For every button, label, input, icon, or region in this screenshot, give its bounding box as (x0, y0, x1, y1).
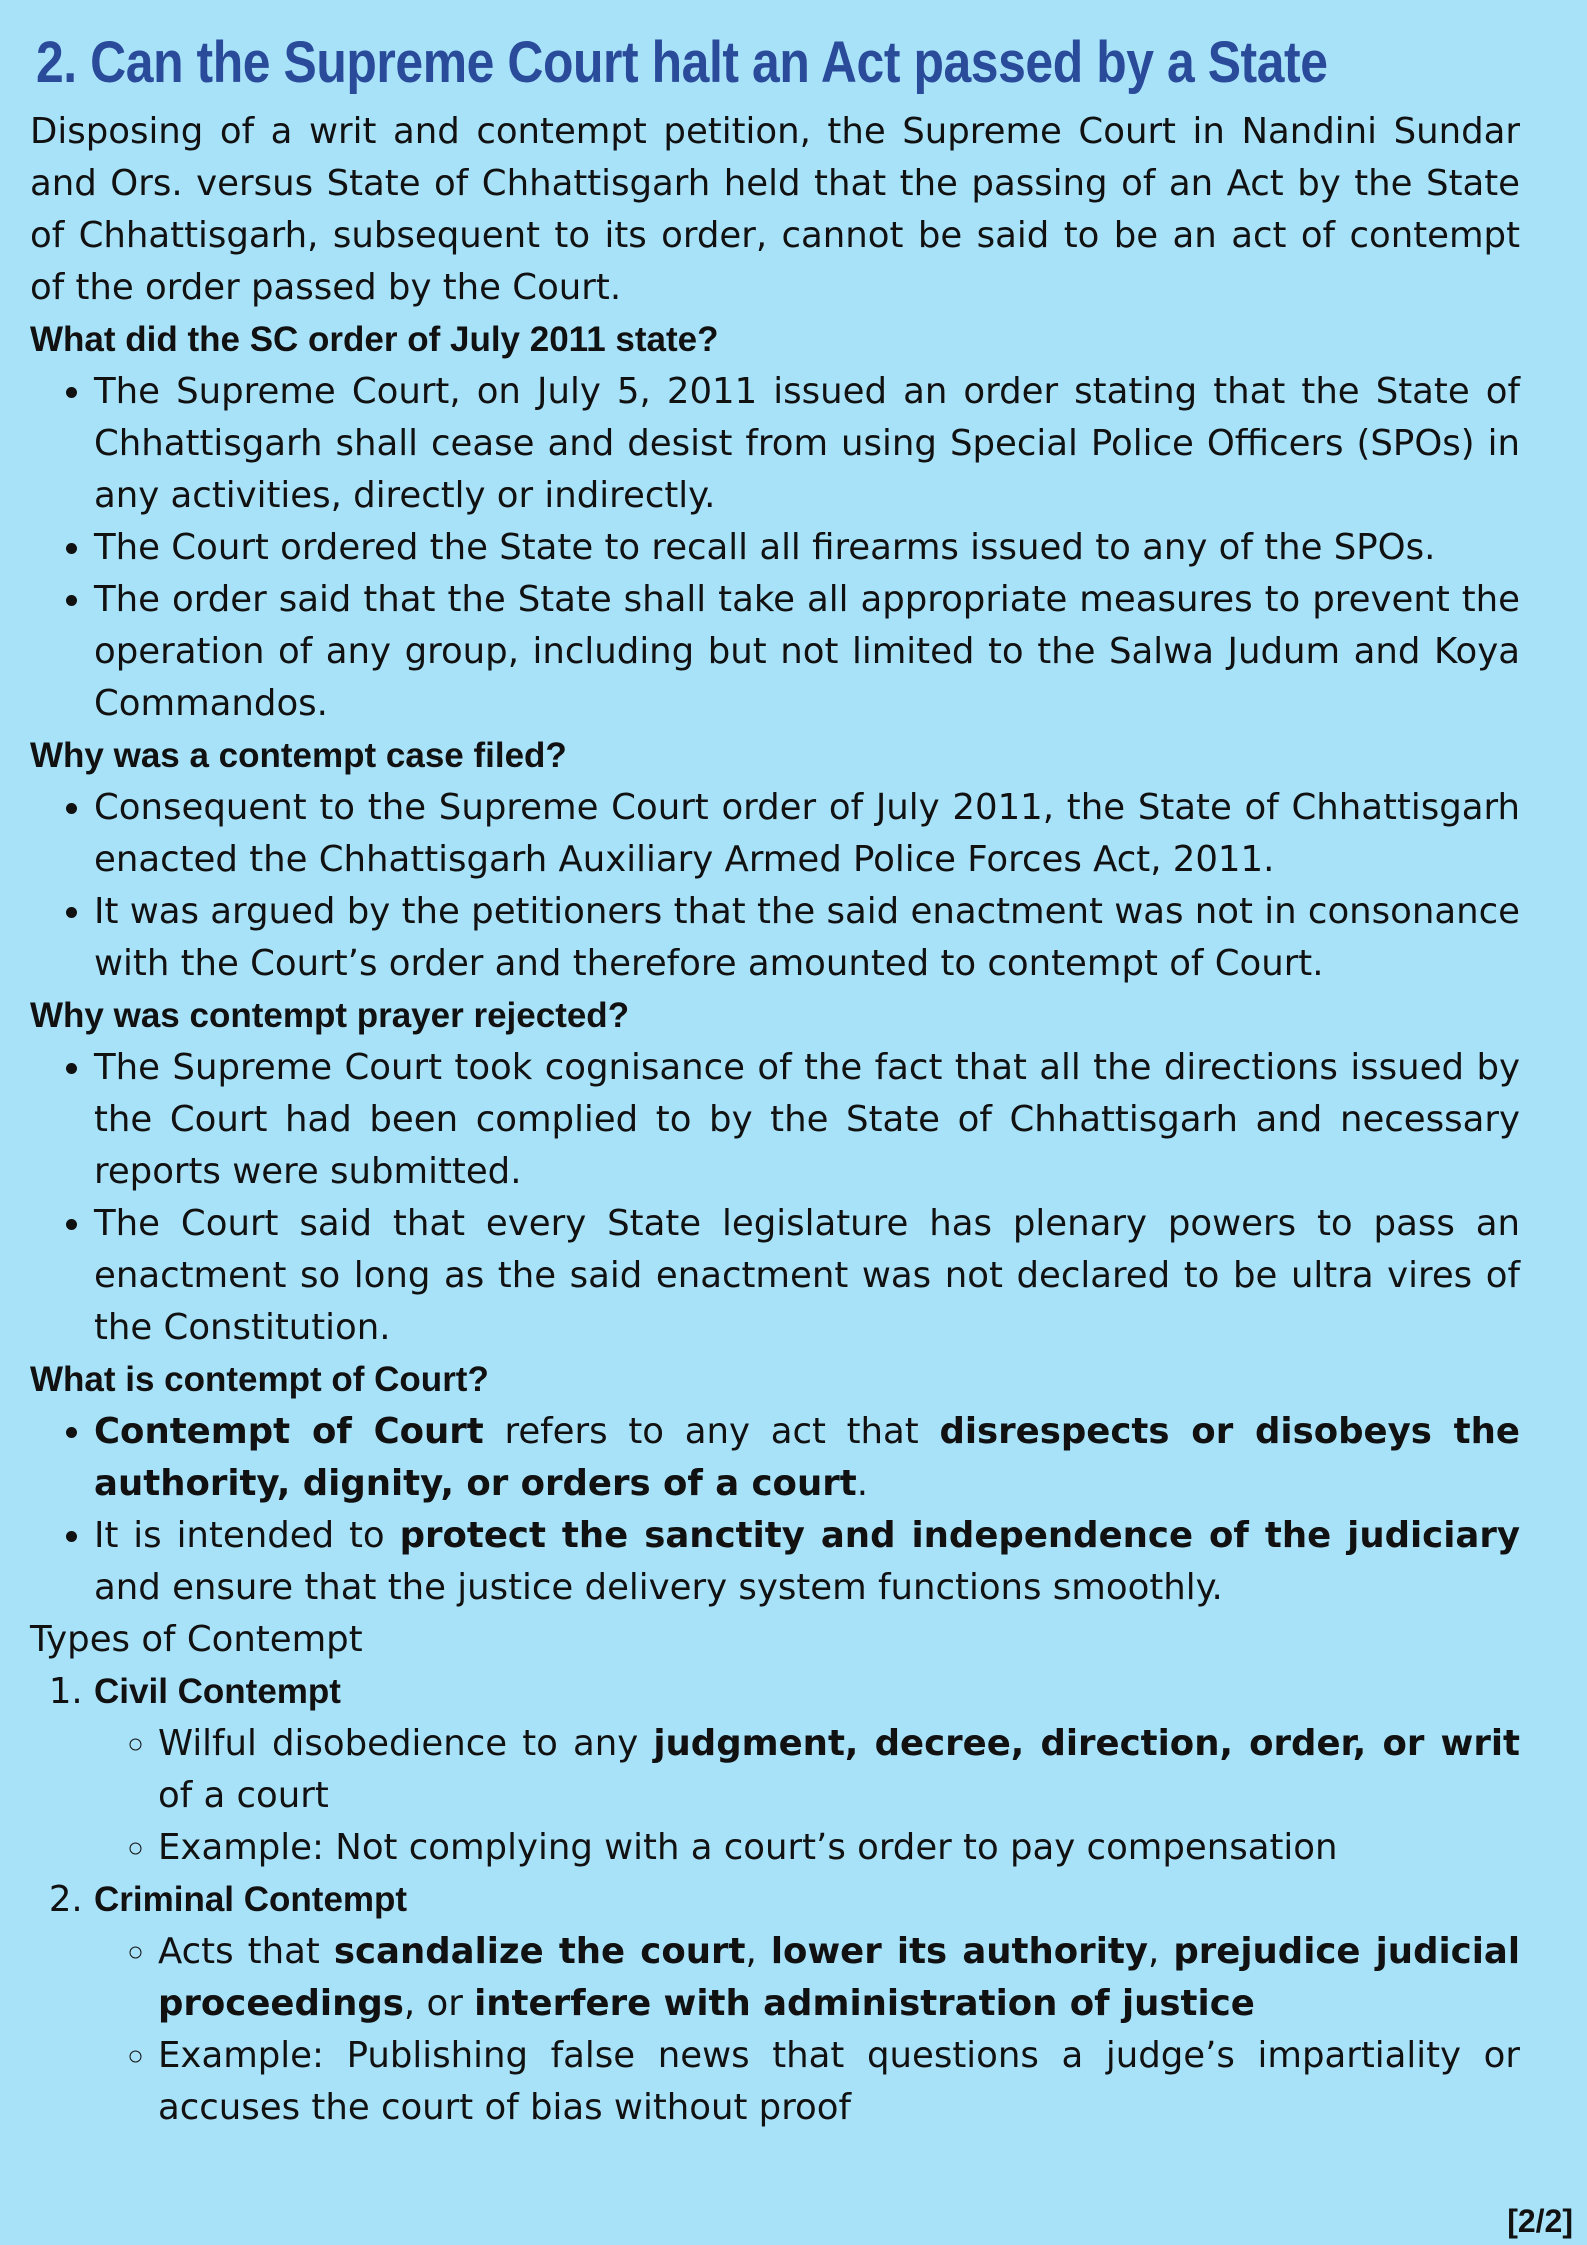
list-item: • Consequent to the Supreme Court order of July 2011, the State of Chhattisgarh enacted the Chhattisgarh Auxiliary Armed Police Forces Act, 2011. (94, 782, 1520, 886)
bold-text: lower its authority (770, 1931, 1148, 1972)
list-item: • It was argued by the petitioners that the said enactment was not in consonance with the Court’s order and therefore amounted to contempt of Court. (94, 886, 1520, 990)
section-contempt-rejected (30, 990, 1520, 1354)
list-item: ◦ Example: Not complying with a court’s order to pay compensation (158, 1822, 1520, 1874)
list-item (158, 1718, 1520, 1822)
bullet-list (30, 1406, 1520, 1614)
civil-contempt-title: Civil Contempt (94, 1672, 341, 1711)
section-contempt-filed (30, 730, 1520, 990)
bullet-list (30, 366, 1520, 730)
text-span: . (856, 1463, 868, 1504)
list-item: • The Court ordered the State to recall all firearms issued to any of the SPOs. (94, 522, 1520, 574)
document-page (30, 28, 1520, 2134)
list-item (158, 1926, 1520, 2030)
text-span: It is intended to (94, 1515, 400, 1556)
section-heading: Why was contempt prayer rejected? (30, 996, 630, 1035)
text-span: , (1147, 1931, 1174, 1972)
sub-list (94, 1926, 1520, 2134)
criminal-contempt-title: Criminal Contempt (94, 1880, 408, 1919)
page-number: [2/2] (1507, 2203, 1573, 2239)
list-item (94, 1874, 1520, 2134)
list-item (94, 1406, 1520, 1510)
list-item: • The order said that the State shall take all appropriate measures to prevent the operation of any group, including but not limited to the Salwa Judum and Koya Commandos. (94, 574, 1520, 730)
sub-list (94, 1718, 1520, 1874)
page-title: 2. Can the Supreme Court halt an Act passed by a State (36, 30, 1328, 95)
list-item: ◦ Example: Publishing false news that questions a judge’s impartiality or accuses the court of bias without proof (158, 2030, 1520, 2134)
section-heading: Why was a contempt case filed? (30, 736, 567, 775)
list-item: • The Supreme Court, on July 5, 2011 issued an order stating that the State of Chhattisgarh shall cease and desist from using Special Police Officers (SPOs) in any activities, directly or indirectly. (94, 366, 1520, 522)
list-item: • The Court said that every State legislature has plenary powers to pass an enactment so long as the said enactment was not declared to be ultra vires of the Constitution. (94, 1198, 1520, 1354)
text-span: Wilful disobedience to any (158, 1723, 654, 1764)
list-item (94, 1510, 1520, 1614)
bold-text: scandalize the court (333, 1931, 746, 1972)
text-span: of a court (158, 1775, 329, 1816)
list-item: • The Supreme Court took cognisance of the fact that all the directions issued by the Court had been complied to by the State of Chhattisgarh and necessary reports were submitted. (94, 1042, 1520, 1198)
bold-text: Contempt of Court (94, 1411, 484, 1452)
text-span: , (745, 1931, 771, 1972)
bullet-list (30, 1042, 1520, 1354)
bold-text: protect the sanctity and independence of the judiciary (399, 1515, 1520, 1556)
section-what-is-contempt (30, 1354, 1520, 1614)
bold-text: prejudice judicial proceedings (158, 1931, 1520, 2024)
text-span: Acts that (158, 1931, 334, 1972)
bullet-list (30, 782, 1520, 990)
section-heading: What is contempt of Court? (30, 1360, 489, 1399)
text-span: and ensure that the justice delivery system functions smoothly. (94, 1567, 1223, 1608)
section-heading: What did the SC order of July 2011 state? (30, 320, 719, 359)
types-heading: Types of Contempt (30, 1619, 363, 1660)
text-span: refers to any act that (483, 1411, 940, 1452)
section-sc-order (30, 314, 1520, 730)
bold-text: judgment, decree, direction, order, or writ (653, 1723, 1521, 1764)
bold-text: interfere with administration of justice (474, 1983, 1255, 2024)
text-span: , or (403, 1983, 475, 2024)
list-item (94, 1666, 1520, 1874)
intro-paragraph: Disposing of a writ and contempt petition, the Supreme Court in Nandini Sundar and Ors. versus State of Chhattisgarh held that the passing of an Act by the State of Chhattisgarh, subsequent to its order, cannot be said to be an act of contempt of the order passed by the Court. (30, 111, 1520, 308)
bold-text: disrespects or disobeys the authority, dignity, or orders of a court (94, 1411, 1520, 1504)
section-types-of-contempt (30, 1614, 1520, 2134)
types-list (30, 1666, 1520, 2134)
